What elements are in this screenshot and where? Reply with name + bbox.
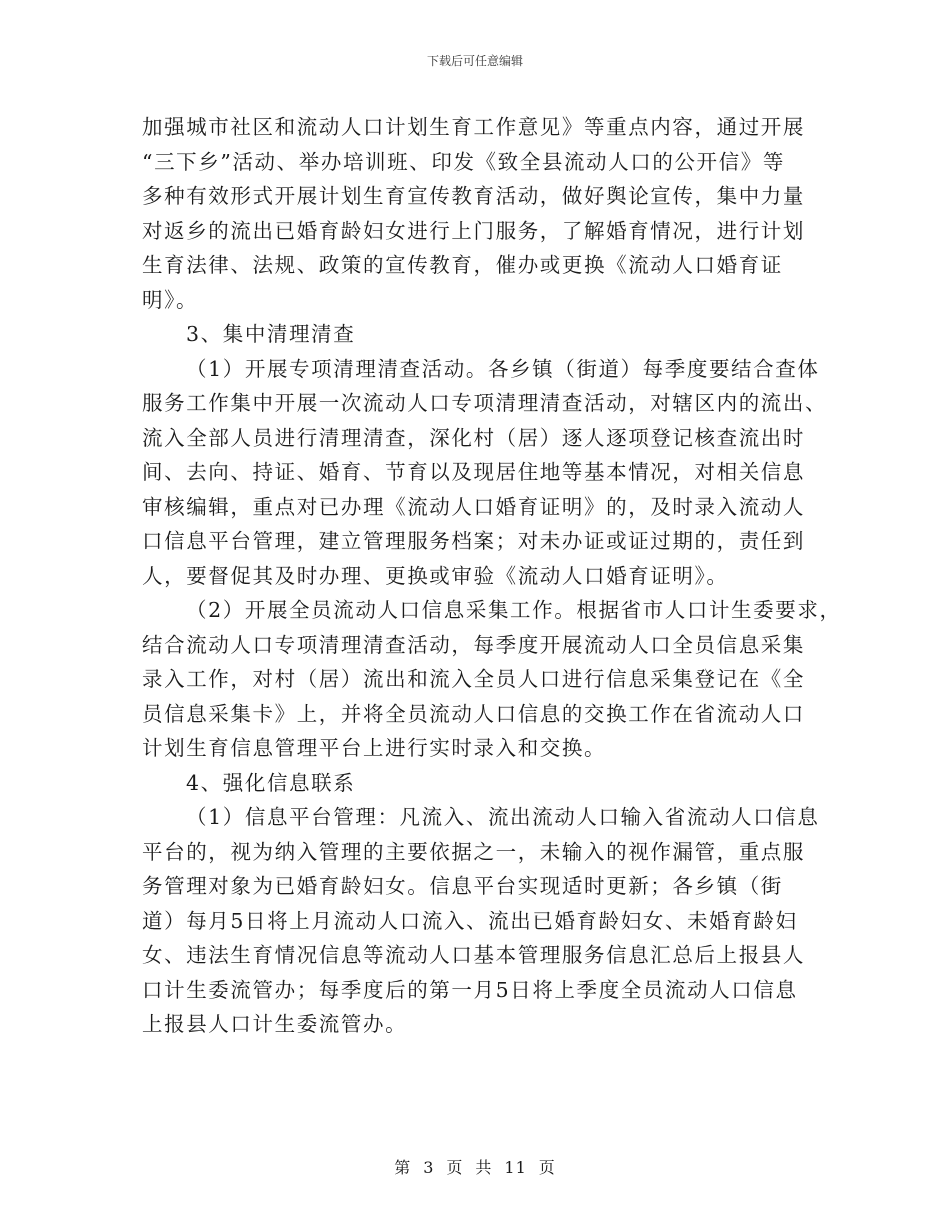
paragraph-line: 计划生育信息管理平台上进行实时录入和交换。 — [142, 736, 607, 760]
footer-page-number: 3 — [423, 1158, 435, 1177]
paragraph-line: 明》。 — [142, 287, 199, 312]
footer-page-unit: 页 — [446, 1158, 464, 1177]
paragraph-line: （1）开展专项清理清查活动。各乡镇（街道）每季度要结合查体 — [186, 356, 820, 381]
footer-total-prefix: 共 — [475, 1158, 493, 1177]
paragraph-line: 录入工作，对村（居）流出和流入全员人口进行信息采集登记在《全 — [142, 667, 805, 691]
paragraph-line: 员信息采集卡》上，并将全员流动人口信息的交换工作在省流动人口 — [142, 701, 805, 726]
paragraph-line: 口计生委流管办；每季度后的第一月5日将上季度全员流动人口信息 — [142, 977, 798, 1002]
paragraph-line: 多种有效形式开展计划生育宣传教育活动，做好舆论宣传，集中力量 — [142, 184, 805, 208]
section-heading: 3、集中清理清查 — [186, 322, 356, 346]
page-footer — [0, 1155, 950, 1178]
footer-total-pages: 11 — [504, 1158, 527, 1177]
paragraph-line: 女、违法生育情况信息等流动人口基本管理服务信息汇总后上报县人 — [142, 943, 805, 967]
paragraph-line: 流入全部人员进行清理清查，深化村（居）逐人逐项登记核查流出时 — [142, 425, 805, 450]
paragraph-line: 人，要督促其及时办理、更换或审验《流动人口婚育证明》。 — [142, 563, 729, 588]
paragraph-line: 对返乡的流出已婚育龄妇女进行上门服务，了解婚育情况，进行计划 — [142, 218, 805, 243]
section-heading: 4、强化信息联系 — [186, 770, 356, 795]
paragraph-line: 务管理对象为已婚育龄妇女。信息平台实现适时更新；各乡镇（街 — [142, 874, 783, 898]
paragraph-line: 服务工作集中开展一次流动人口专项清理清查活动，对辖区内的流出、 — [142, 391, 828, 415]
paragraph-line: 结合流动人口专项清理清查活动，每季度开展流动人口全员信息采集 — [142, 632, 805, 657]
paragraph-line: 生育法律、法规、政策的宣传教育，催办或更换《流动人口婚育证 — [142, 253, 783, 277]
footer-prefix: 第 — [394, 1158, 412, 1177]
paragraph-line: “三下乡”活动、举办培训班、印发《致全县流动人口的公开信》等 — [142, 149, 785, 174]
paragraph-line: （2）开展全员流动人口信息采集工作。根据省市人口计生委要求， — [186, 598, 842, 622]
page-header: 下载后可任意编辑 — [426, 54, 523, 68]
paragraph-line: 审核编辑，重点对已办理《流动人口婚育证明》的，及时录入流动人 — [142, 494, 805, 519]
paragraph-line: 平台的，视为纳入管理的主要依据之一，未输入的视作漏管，重点服 — [142, 839, 805, 864]
footer-total-unit: 页 — [538, 1158, 556, 1177]
paragraph-line: 道）每月5日将上月流动人口流入、流出已婚育龄妇女、未婚育龄妇 — [142, 908, 798, 933]
paragraph-line: 上报县人口计生委流管办。 — [142, 1012, 408, 1036]
paragraph-line: 口信息平台管理，建立管理服务档案；对未办证或证过期的，责任到 — [142, 529, 805, 553]
paragraph-line: 加强城市社区和流动人口计划生育工作意见》等重点内容，通过开展 — [142, 115, 805, 139]
paragraph-line: （1）信息平台管理：凡流入、流出流动人口输入省流动人口信息 — [186, 805, 820, 829]
document-body — [142, 110, 842, 1042]
paragraph-line: 间、去向、持证、婚育、节育以及现居住地等基本情况，对相关信息 — [142, 460, 805, 484]
